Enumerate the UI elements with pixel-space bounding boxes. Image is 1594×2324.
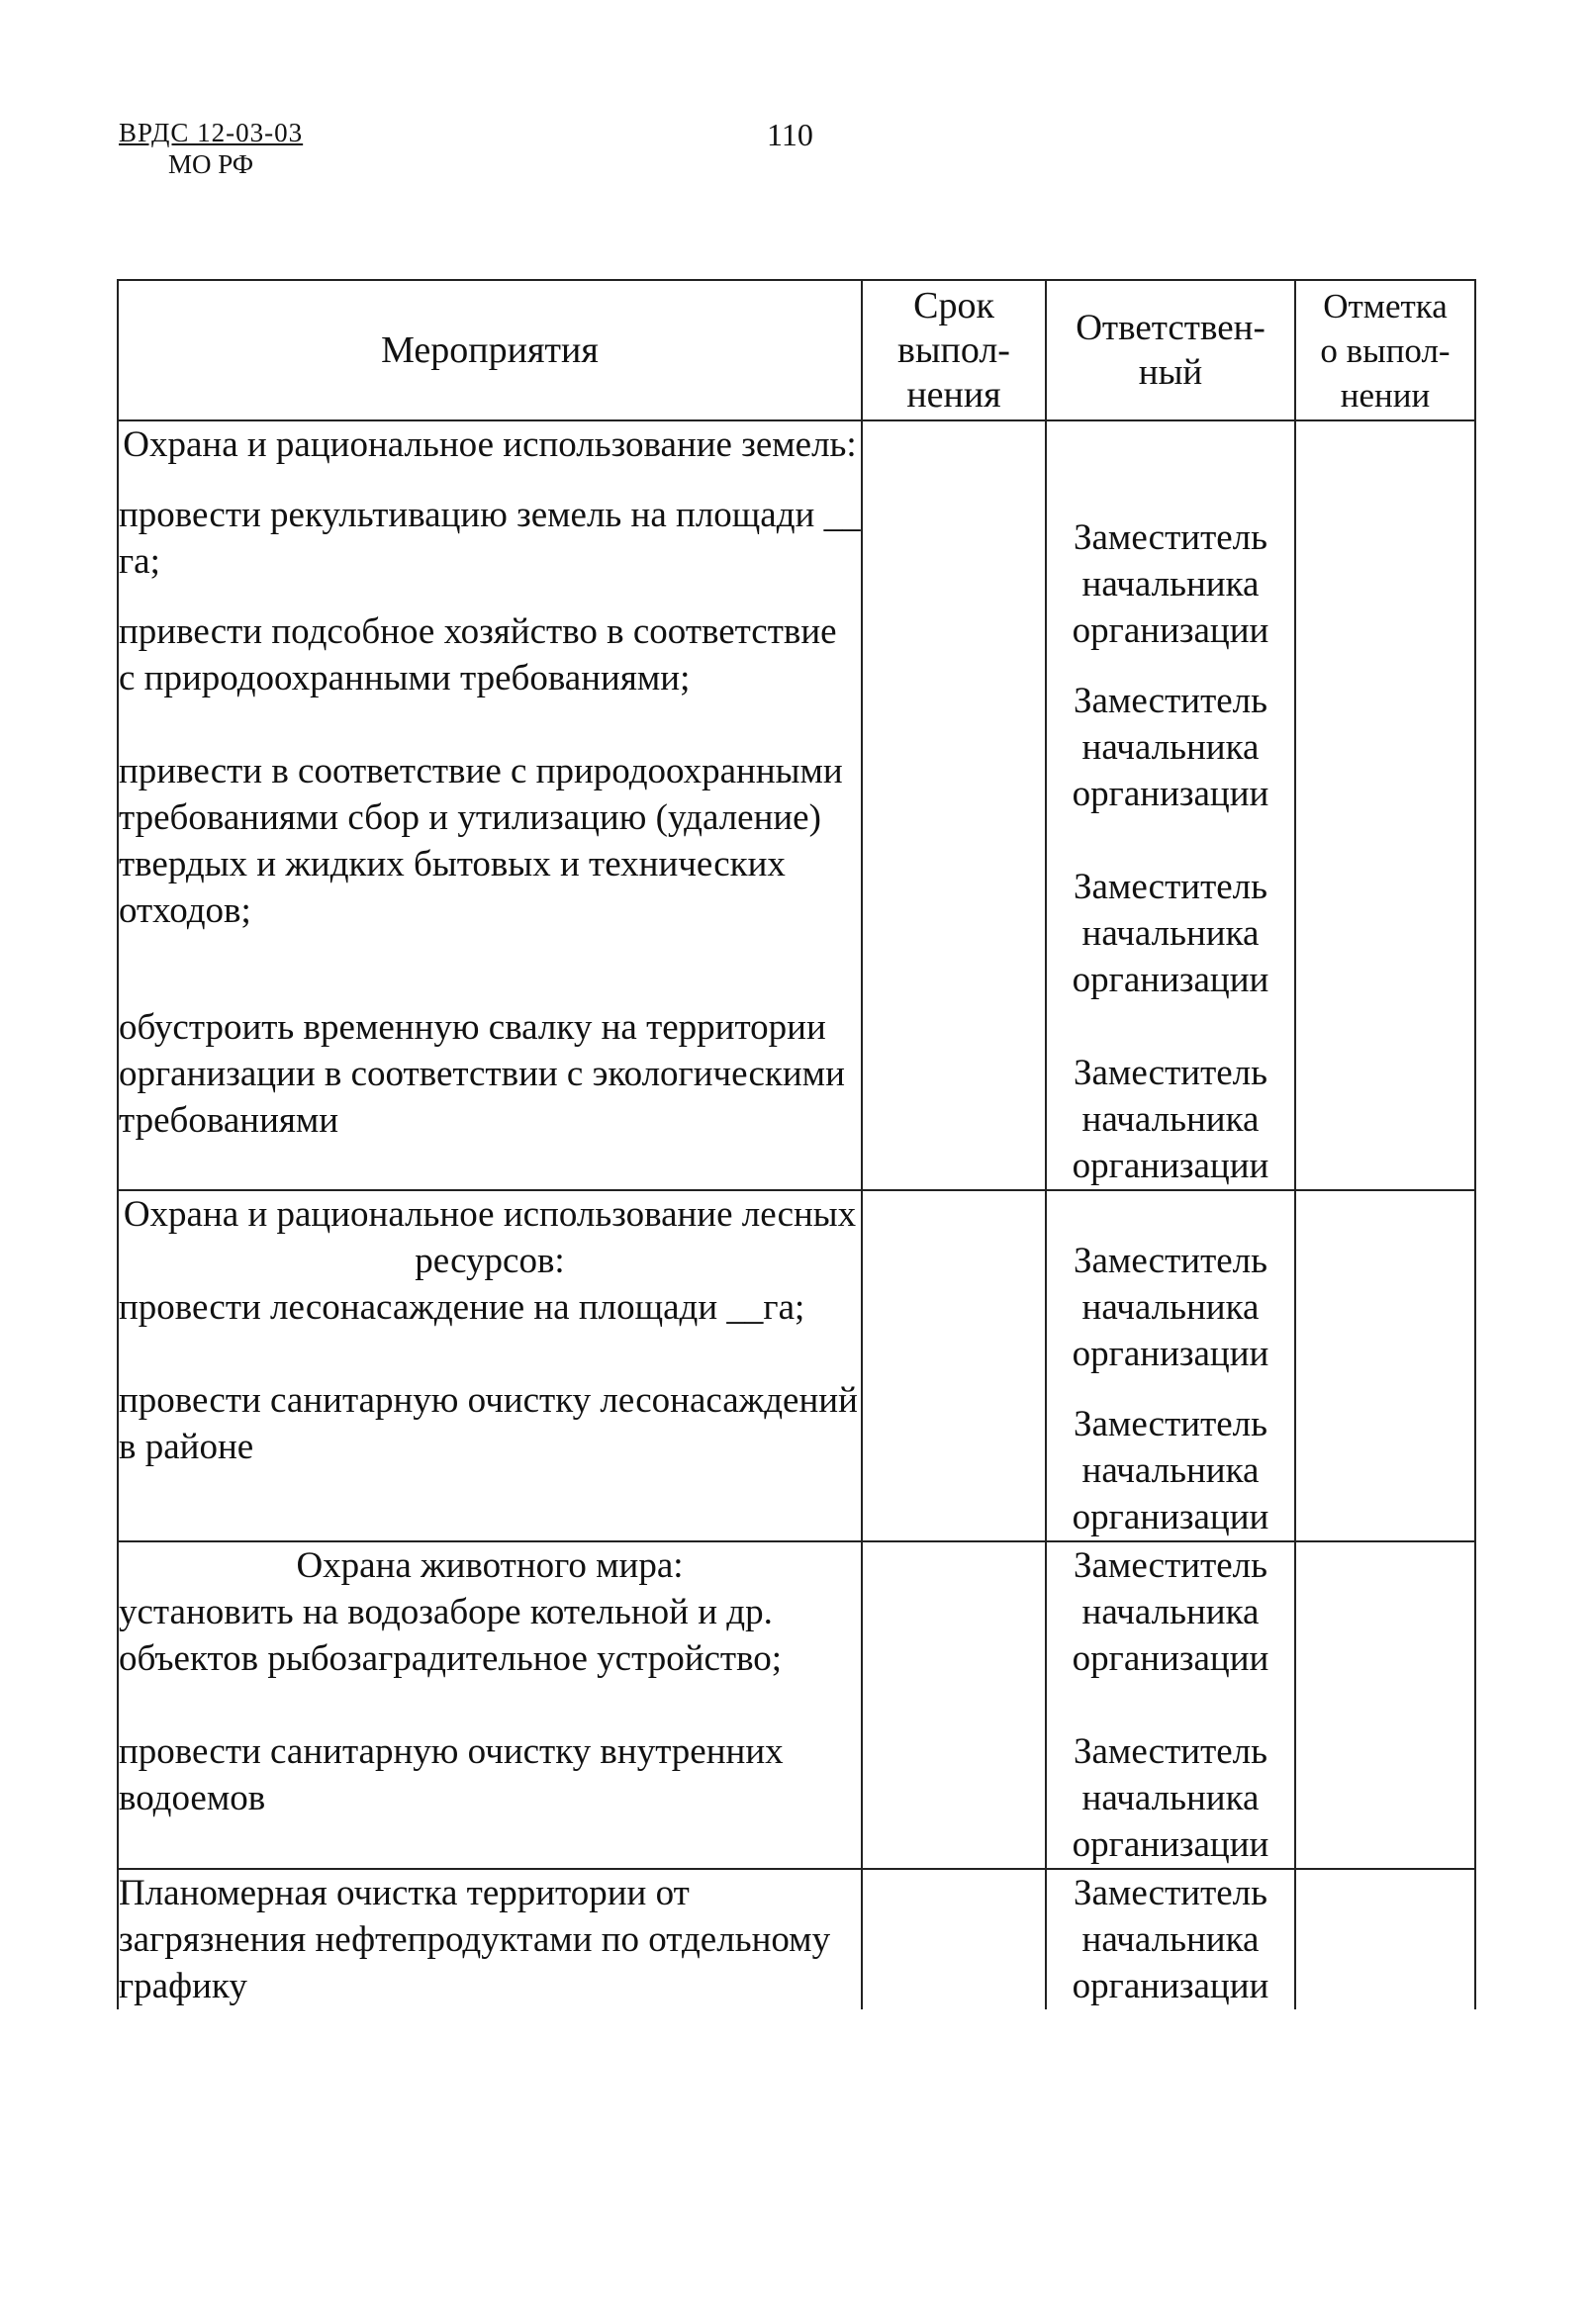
- list-item: установить на водозаборе котельной и др. объектов рыбозаградительное устройство;: [119, 1592, 783, 1679]
- list-item: привести в соответствие с природоохранными требованиями сбор и утилизацию (удаление) твердых и жидких бытовых и технических отходов;: [119, 751, 843, 931]
- measures-table: [117, 279, 1476, 2009]
- completion-mark-cell: [1295, 1869, 1475, 2009]
- responsible-text: Заместитель: [1073, 1404, 1268, 1444]
- list-item: провести лесонасаждение на площади __га;: [119, 1287, 805, 1328]
- document-code-line2: МО РФ: [168, 149, 254, 179]
- list-item: обустроить временную свалку на территории организации в соответствии с экологическими требованиями: [119, 1007, 845, 1141]
- deadline-cell: [862, 420, 1046, 1190]
- responsible-cell: [1046, 1190, 1295, 1541]
- list-item: Планомерная очистка территории от загрязнения нефтепродуктами по отдельному графику: [119, 1873, 831, 2006]
- page-number: 110: [767, 117, 813, 152]
- responsible-text: организации: [1072, 1966, 1269, 2006]
- responsible-text: Заместитель: [1073, 1873, 1268, 1913]
- table-row: [118, 1190, 1475, 1541]
- column-header-deadline: Срок выпол- нения: [862, 280, 1046, 420]
- table-row: [118, 1541, 1475, 1869]
- responsible-text: Заместитель: [1073, 1053, 1268, 1093]
- responsible-text: организации: [1072, 774, 1269, 814]
- measures-cell: [118, 1541, 862, 1869]
- responsible-text: начальника: [1081, 727, 1260, 768]
- section-title: Охрана и рациональное использование лесных ресурсов:: [123, 1194, 857, 1281]
- measures-cell: [118, 1869, 862, 2009]
- table-row: [118, 1869, 1475, 2009]
- deadline-cell: [862, 1869, 1046, 2009]
- completion-mark-cell: [1295, 420, 1475, 1190]
- responsible-cell: [1046, 1541, 1295, 1869]
- responsible-text: организации: [1072, 960, 1269, 1000]
- responsible-text: начальника: [1081, 1287, 1260, 1328]
- responsible-text: организации: [1072, 1334, 1269, 1374]
- measures-cell: [118, 420, 862, 1190]
- responsible-text: начальника: [1081, 1450, 1260, 1491]
- document-code-line1: ВРДС 12-03-03: [119, 118, 304, 147]
- column-header-measures: Мероприятия: [118, 280, 862, 420]
- deadline-cell: [862, 1190, 1046, 1541]
- responsible-text: начальника: [1081, 913, 1260, 954]
- responsible-text: начальника: [1081, 1919, 1260, 1960]
- responsible-text: организации: [1072, 1497, 1269, 1537]
- responsible-text: Заместитель: [1073, 681, 1268, 721]
- responsible-text: организации: [1072, 1638, 1269, 1679]
- responsible-text: Заместитель: [1073, 1731, 1268, 1772]
- table-header-row: [118, 280, 1475, 420]
- list-item: провести санитарную очистку лесонасаждений в районе: [119, 1380, 858, 1467]
- section-title: Охрана и рациональное использование земель:: [123, 424, 857, 465]
- responsible-text: Заместитель: [1073, 867, 1268, 907]
- responsible-text: организации: [1072, 1824, 1269, 1865]
- document-code: [119, 117, 303, 180]
- responsible-cell: [1046, 1869, 1295, 2009]
- deadline-cell: [862, 1541, 1046, 1869]
- list-item: провести санитарную очистку внутренних водоемов: [119, 1731, 784, 1818]
- responsible-text: Заместитель: [1073, 1241, 1268, 1281]
- responsible-text: организации: [1072, 1146, 1269, 1186]
- completion-mark-cell: [1295, 1190, 1475, 1541]
- responsible-text: организации: [1072, 610, 1269, 651]
- list-item: привести подсобное хозяйство в соответствие с природоохранными требованиями;: [119, 611, 837, 698]
- responsible-text: Заместитель: [1073, 1545, 1268, 1586]
- responsible-cell: [1046, 420, 1295, 1190]
- responsible-text: начальника: [1081, 564, 1260, 604]
- measures-cell: [118, 1190, 862, 1541]
- completion-mark-cell: [1295, 1541, 1475, 1869]
- column-header-completion-mark: Отметка о выпол- нении: [1295, 280, 1475, 420]
- list-item: провести рекультивацию земель на площади __ га;: [119, 495, 861, 582]
- section-title: Охрана животного мира:: [296, 1545, 684, 1586]
- responsible-text: начальника: [1081, 1099, 1260, 1140]
- responsible-text: Заместитель: [1073, 517, 1268, 558]
- column-header-responsible: Ответствен- ный: [1046, 280, 1295, 420]
- responsible-text: начальника: [1081, 1778, 1260, 1818]
- table-row: [118, 420, 1475, 1190]
- responsible-text: начальника: [1081, 1592, 1260, 1632]
